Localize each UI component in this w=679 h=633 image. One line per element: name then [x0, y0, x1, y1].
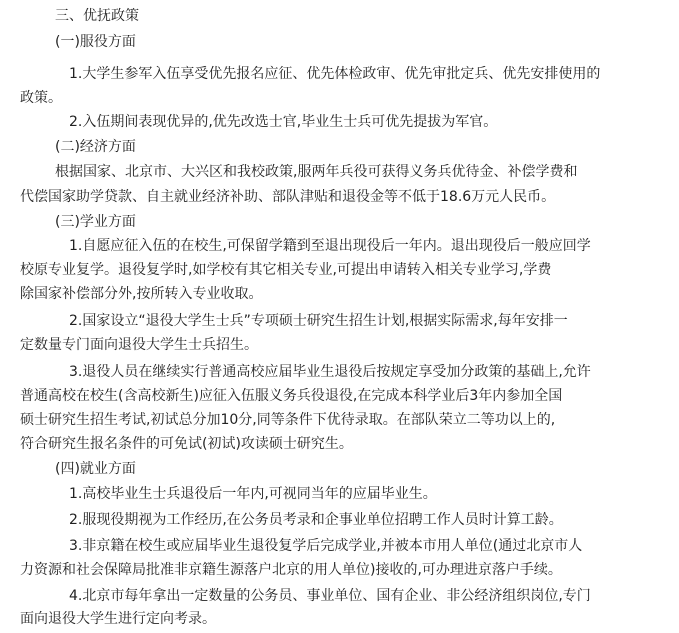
paragraph-line: 政策。 [20, 90, 62, 106]
section-title: 三、优抚政策 [55, 8, 139, 24]
paragraph-line: 3.非京籍在校生或应届毕业生退役复学后完成学业,并被本市用人单位(通过北京市人 [69, 538, 583, 554]
paragraph-line: 硕士研究生招生考试,初试总分加10分,同等条件下优待录取。在部队荣立二等功以上的, [20, 412, 556, 428]
paragraph-line: 2.入伍期间表现优异的,优先改选士官,毕业生士兵可优先提拔为军官。 [69, 114, 498, 130]
paragraph-line: 代偿国家助学贷款、自主就业经济补助、部队津贴和退役金等不低于18.6万元人民币。 [20, 189, 556, 205]
paragraph-line: 1.大学生参军入伍享受优先报名应征、优先体检政审、优先审批定兵、优先安排使用的 [69, 66, 601, 82]
paragraph-line: 根据国家、北京市、大兴区和我校政策,服两年兵役可获得义务兵优待金、补偿学费和 [55, 164, 578, 180]
subsection-heading-service: (一)服役方面 [55, 34, 136, 50]
paragraph-line: 面向退役大学生进行定向考录。 [20, 611, 216, 627]
paragraph-line: 1.高校毕业生士兵退役后一年内,可视同当年的应届毕业生。 [69, 486, 437, 502]
paragraph-line: 符合研究生报名条件的可免试(初试)攻读硕士研究生。 [20, 436, 353, 452]
paragraph-line: 除国家补偿部分外,按所转入专业收取。 [20, 286, 263, 302]
paragraph-line: 定数量专门面向退役大学生士兵招生。 [20, 337, 258, 353]
subsection-heading-economy: (二)经济方面 [55, 139, 136, 155]
paragraph-line: 1.自愿应征入伍的在校生,可保留学籍到至退出现役后一年内。退出现役后一般应回学 [69, 238, 591, 254]
paragraph-line: 力资源和社会保障局批准非京籍生源落户北京的用人单位)接收的,可办理进京落户手续。 [20, 562, 562, 578]
paragraph-line: 3.退役人员在继续实行普通高校应届毕业生退役后按规定享受加分政策的基础上,允许 [69, 364, 591, 380]
paragraph-line: 校原专业复学。退役复学时,如学校有其它相关专业,可提出申请转入相关专业学习,学费 [20, 262, 552, 278]
subsection-heading-employment: (四)就业方面 [55, 461, 136, 477]
paragraph-line: 4.北京市每年拿出一定数量的公务员、事业单位、国有企业、非公经济组织岗位,专门 [69, 588, 591, 604]
subsection-heading-study: (三)学业方面 [55, 214, 136, 230]
paragraph-line: 2.服现役期视为工作经历,在公务员考录和企事业单位招聘工作人员时计算工龄。 [69, 512, 563, 528]
paragraph-line: 2.国家设立“退役大学生士兵”专项硕士研究生招生计划,根据实际需求,每年安排一 [69, 313, 568, 329]
paragraph-line: 普通高校在校生(含高校新生)应征入伍服义务兵役退役,在完成本科学业后3年内参加全国 [20, 388, 563, 404]
